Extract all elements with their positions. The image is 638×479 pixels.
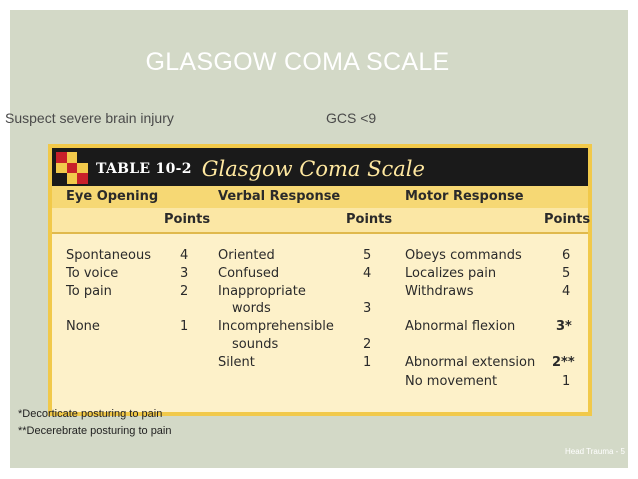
points-header-eye: Points xyxy=(164,212,211,227)
slide-title: GLASGOW COMA SCALE xyxy=(145,48,450,76)
verbal-points: 1 xyxy=(363,355,372,370)
points-header-row xyxy=(52,208,591,234)
motor-label: Obeys commands xyxy=(405,248,522,263)
subtitle-right: GCS <9 xyxy=(326,110,377,126)
verbal-label-cont: sounds xyxy=(232,337,279,352)
table-logo-icon xyxy=(56,152,88,184)
eye-points: 4 xyxy=(180,248,189,263)
footnote-decerebrate: **Decerebrate posturing to pain xyxy=(18,425,172,437)
verbal-label-cont: words xyxy=(232,301,271,316)
eye-label: To pain xyxy=(66,284,112,299)
eye-label: None xyxy=(66,319,100,334)
eye-points: 1 xyxy=(180,319,189,334)
points-header-verbal: Points xyxy=(346,212,393,227)
footnote-decorticate: *Decorticate posturing to pain xyxy=(18,408,163,420)
verbal-label: Silent xyxy=(218,355,255,370)
slide xyxy=(5,10,628,468)
table-body xyxy=(52,186,591,412)
verbal-points: 3 xyxy=(363,301,372,316)
verbal-label: Inappropriate xyxy=(218,284,306,299)
motor-points: 4 xyxy=(562,284,571,299)
gcs-table xyxy=(48,144,592,416)
motor-points: 1 xyxy=(562,374,571,389)
motor-label: Withdraws xyxy=(405,284,474,299)
motor-label: Abnormal extension xyxy=(405,355,536,370)
motor-label: Localizes pain xyxy=(405,266,497,281)
verbal-points: 2 xyxy=(363,337,372,352)
motor-points: 3* xyxy=(556,319,572,334)
col-motor-response: Motor Response xyxy=(405,189,524,204)
verbal-label: Oriented xyxy=(218,248,275,263)
motor-points: 6 xyxy=(562,248,571,263)
subtitle-left: Suspect severe brain injury xyxy=(5,110,174,126)
points-header-motor: Points xyxy=(544,212,591,227)
motor-label: No movement xyxy=(405,374,498,389)
table-name: Glasgow Coma Scale xyxy=(201,157,425,181)
verbal-label: Incomprehensible xyxy=(218,319,334,334)
col-eye-opening: Eye Opening xyxy=(66,189,159,204)
motor-points: 5 xyxy=(562,266,571,281)
motor-label: Abnormal flexion xyxy=(405,319,516,334)
table-caption xyxy=(96,154,425,184)
slide-footer: Head Trauma - 5 xyxy=(564,447,625,456)
verbal-points: 5 xyxy=(363,248,372,263)
table-header xyxy=(52,148,588,186)
col-verbal-response: Verbal Response xyxy=(218,189,341,204)
verbal-label: Confused xyxy=(218,266,280,281)
verbal-points: 4 xyxy=(363,266,372,281)
eye-points: 3 xyxy=(180,266,189,281)
eye-label: Spontaneous xyxy=(66,248,151,263)
motor-points: 2** xyxy=(552,355,575,370)
eye-points: 2 xyxy=(180,284,189,299)
table-label: TABLE 10-2 xyxy=(96,161,192,177)
eye-label: To voice xyxy=(66,266,119,281)
